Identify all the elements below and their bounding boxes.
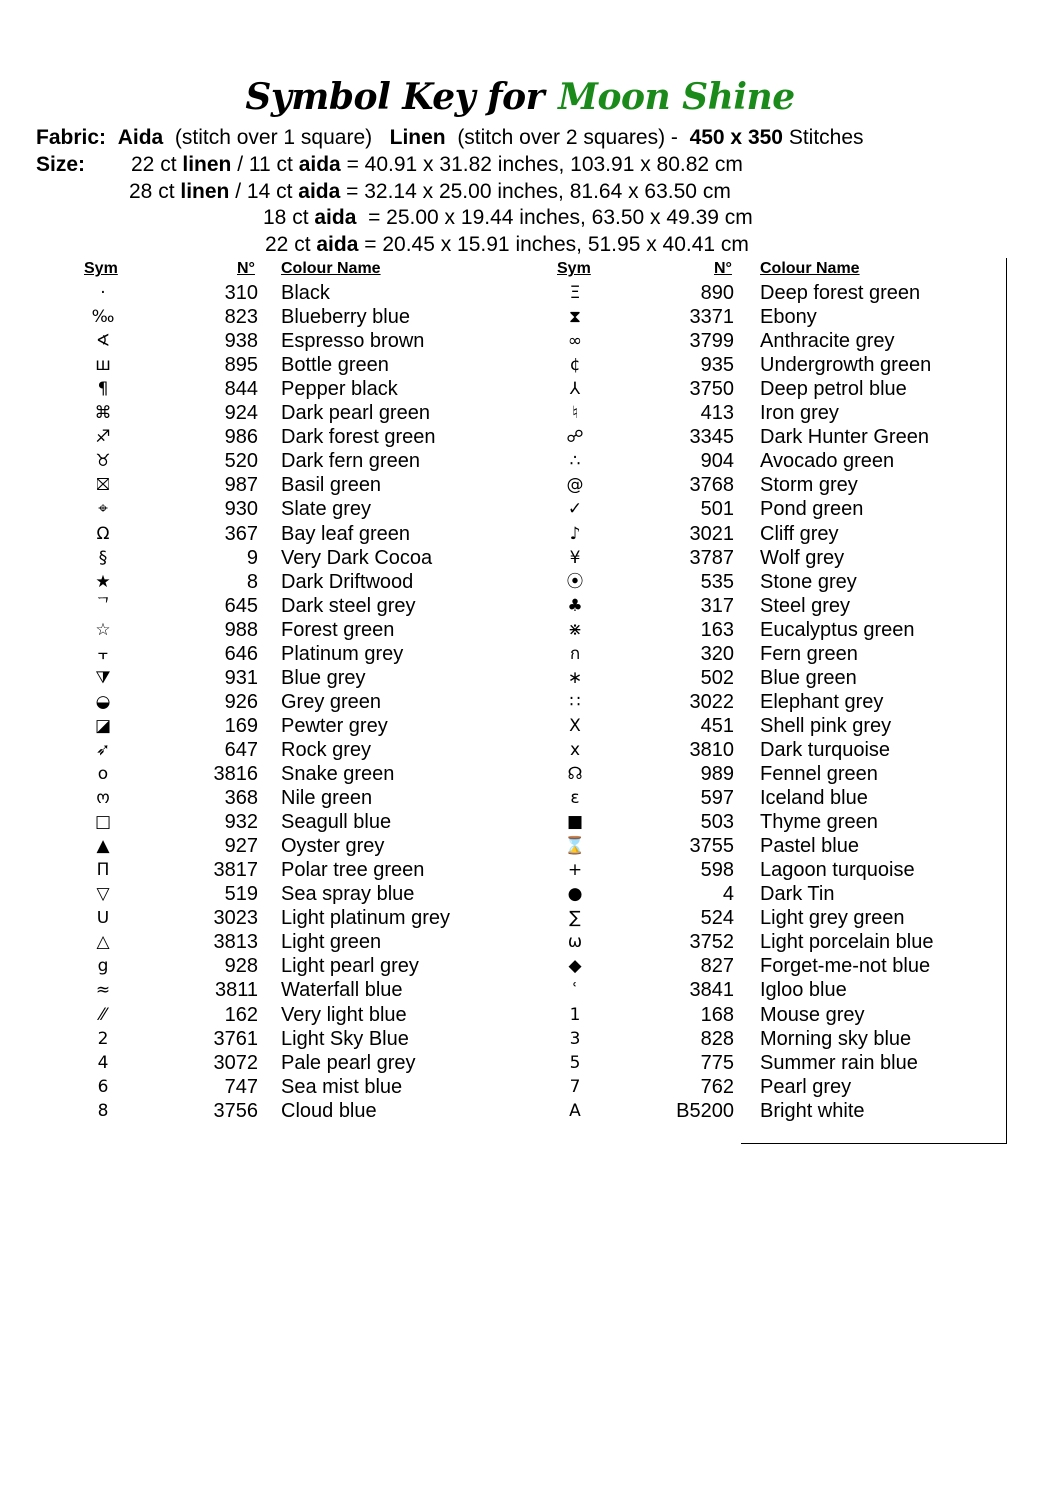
colour-name: Thyme green xyxy=(760,811,878,834)
symbol: ⫟ xyxy=(97,643,109,664)
symbol: ∢ xyxy=(95,331,111,352)
colour-number: 3755 xyxy=(689,835,734,858)
size-text: = 40.91 x 31.82 inches, 103.91 x 80.82 cm xyxy=(340,153,743,176)
colour-name: Oyster grey xyxy=(281,835,385,858)
colour-number: 3787 xyxy=(689,546,734,569)
key-row xyxy=(0,497,1000,521)
colour-number: 3750 xyxy=(689,378,734,401)
colour-name: Cloud blue xyxy=(281,1099,377,1122)
colour-name: Pearl grey xyxy=(760,1075,852,1098)
colour-name: Nile green xyxy=(281,787,373,810)
colour-name: Pale pearl grey xyxy=(281,1051,416,1074)
key-row xyxy=(0,401,1000,425)
symbol: ¢ xyxy=(569,355,581,376)
key-row xyxy=(0,377,1000,401)
symbol: · xyxy=(100,283,106,303)
symbol: ⦿ xyxy=(566,571,584,592)
symbol: ▲ xyxy=(96,836,110,857)
colour-name: Light pearl grey xyxy=(281,955,419,978)
symbol: ʿ xyxy=(572,980,578,1001)
symbol: ➶ xyxy=(95,739,111,760)
key-row xyxy=(0,690,1000,714)
size-text: = 25.00 x 19.44 inches, 63.50 x 49.39 cm xyxy=(356,206,753,229)
size-line-2 xyxy=(129,179,731,205)
symbol: ♪ xyxy=(569,523,581,544)
symbol: @ xyxy=(566,475,584,496)
colour-number: 828 xyxy=(700,1027,734,1050)
fabric-linen-note: (stitch over 2 squares) - xyxy=(457,126,678,149)
symbol: ω xyxy=(567,932,583,953)
colour-number: 367 xyxy=(224,522,258,545)
symbol: ო xyxy=(96,788,110,809)
colour-name: Morning sky blue xyxy=(760,1027,912,1050)
key-row xyxy=(0,546,1000,570)
colour-name: Pastel blue xyxy=(760,835,859,858)
symbol: ■ xyxy=(566,812,584,833)
symbol: 7 xyxy=(569,1076,581,1097)
symbol: ᄀ xyxy=(94,595,112,616)
colour-name: Fennel green xyxy=(760,763,878,785)
colour-name: Iceland blue xyxy=(760,787,868,810)
colour-name: Undergrowth green xyxy=(760,354,932,377)
colour-number: 8 xyxy=(246,570,258,593)
symbol: ⋇ xyxy=(567,619,583,640)
colour-number: B5200 xyxy=(676,1099,734,1122)
colour-name: Dark Hunter Green xyxy=(760,426,929,449)
symbol: ● xyxy=(567,884,583,905)
key-row xyxy=(0,1003,1000,1027)
colour-name: Pond green xyxy=(760,498,864,521)
symbol: ∗ xyxy=(567,667,583,688)
symbol: g xyxy=(97,956,109,977)
colour-name: Slate grey xyxy=(281,498,372,521)
symbol: 5 xyxy=(569,1052,581,1073)
symbol: + xyxy=(567,860,583,881)
colour-number: 413 xyxy=(700,402,734,425)
symbol: ε xyxy=(570,788,580,809)
colour-name: Pepper black xyxy=(281,378,398,401)
colour-number: 519 xyxy=(224,883,258,906)
colour-number: 168 xyxy=(700,1003,734,1026)
symbol: ⌘ xyxy=(94,403,112,424)
colour-name: Bay leaf green xyxy=(281,522,410,545)
colour-number: 938 xyxy=(224,330,258,353)
colour-name: Anthracite grey xyxy=(760,330,895,353)
key-row xyxy=(0,642,1000,666)
symbol: 8 xyxy=(97,1100,109,1121)
colour-number: 535 xyxy=(700,570,734,593)
colour-name: Deep forest green xyxy=(760,282,921,304)
key-row xyxy=(0,810,1000,834)
key-row xyxy=(0,1051,1000,1075)
header-name-right: Colour Name xyxy=(760,260,860,277)
colour-number: 310 xyxy=(224,282,258,304)
key-row xyxy=(0,425,1000,449)
colour-number: 988 xyxy=(224,618,258,641)
colour-number: 3817 xyxy=(213,859,258,882)
colour-name: Dark turquoise xyxy=(760,738,891,761)
colour-name: Platinum grey xyxy=(281,642,404,665)
symbol: ★ xyxy=(95,571,111,592)
size-label: Size: xyxy=(36,153,86,176)
colour-name: Dark forest green xyxy=(281,426,436,449)
key-row xyxy=(0,1027,1000,1051)
colour-name: Waterfall blue xyxy=(281,979,403,1002)
colour-number: 747 xyxy=(224,1075,258,1098)
colour-name: Forest green xyxy=(281,618,395,641)
colour-number: 986 xyxy=(224,426,258,449)
stitches-word: Stitches xyxy=(788,126,864,149)
colour-name: Fern green xyxy=(760,642,858,665)
size-text: 22 ct xyxy=(131,153,183,176)
bottom-border xyxy=(741,1143,1007,1144)
colour-name: Wolf grey xyxy=(760,546,845,569)
key-row xyxy=(0,834,1000,858)
colour-number: 451 xyxy=(700,714,734,737)
symbol: ∑ xyxy=(569,908,581,929)
colour-name: Snake green xyxy=(281,763,395,785)
symbol: ‰ xyxy=(91,307,115,328)
colour-number: 3752 xyxy=(689,931,734,954)
colour-number: 4 xyxy=(722,883,734,906)
colour-name: Cliff grey xyxy=(760,522,839,545)
colour-number: 163 xyxy=(700,618,734,641)
size-text: / 14 ct xyxy=(229,180,299,203)
colour-name: Blue grey xyxy=(281,666,366,689)
colour-name: Light grey green xyxy=(760,907,905,930)
colour-number: 3023 xyxy=(213,907,258,930)
colour-number: 3816 xyxy=(213,763,258,785)
symbol: 4 xyxy=(97,1052,109,1073)
symbol: □ xyxy=(94,812,112,833)
pattern-name: Moon Shine xyxy=(558,76,795,118)
symbol: ♐ xyxy=(95,427,111,448)
fabric-line xyxy=(36,125,864,151)
symbol: ☍ xyxy=(566,427,584,448)
colour-name: Summer rain blue xyxy=(760,1051,918,1074)
colour-number: 597 xyxy=(700,787,734,810)
symbol: ∴ xyxy=(569,451,581,472)
key-row xyxy=(0,738,1000,762)
colour-name: Blue green xyxy=(760,666,857,689)
key-row xyxy=(0,1075,1000,1099)
colour-number: 3022 xyxy=(689,690,734,713)
colour-name: Dark pearl green xyxy=(281,402,430,425)
symbol: ⵝ xyxy=(569,715,581,736)
colour-name: Eucalyptus green xyxy=(760,618,915,641)
colour-name: Avocado green xyxy=(760,450,895,473)
colour-name: Bottle green xyxy=(281,354,389,377)
colour-number: 520 xyxy=(224,450,258,473)
colour-number: 320 xyxy=(700,642,734,665)
colour-name: Storm grey xyxy=(760,474,858,497)
fabric-linen: Linen xyxy=(389,126,446,149)
symbol: 1 xyxy=(569,1004,581,1025)
size-text: = 20.45 x 15.91 inches, 51.95 x 40.41 cm xyxy=(358,233,749,256)
symbol: ☆ xyxy=(95,619,111,640)
size-text: / 11 ct xyxy=(231,153,299,176)
colour-name: Rock grey xyxy=(281,738,372,761)
colour-number: 3811 xyxy=(214,979,258,1002)
colour-name: Dark steel grey xyxy=(281,594,416,617)
symbol: ◒ xyxy=(95,691,111,712)
colour-number: 645 xyxy=(224,594,258,617)
symbol: 2 xyxy=(97,1028,109,1049)
colour-number: 935 xyxy=(700,354,734,377)
title-prefix: Symbol Key for xyxy=(245,76,545,118)
key-row xyxy=(0,978,1000,1002)
header-name-left: Colour Name xyxy=(281,260,381,277)
symbol: ш xyxy=(95,355,111,376)
key-row xyxy=(0,522,1000,546)
symbol: ⌖ xyxy=(98,499,108,520)
colour-name: Very light blue xyxy=(281,1003,407,1026)
colour-name: Light platinum grey xyxy=(281,907,450,930)
colour-number: 503 xyxy=(700,811,734,834)
key-row xyxy=(0,762,1000,786)
key-row xyxy=(0,882,1000,906)
colour-name: Bright white xyxy=(760,1099,865,1122)
key-row xyxy=(0,594,1000,618)
symbol: o xyxy=(97,764,109,784)
colour-number: 844 xyxy=(224,378,258,401)
colour-name: Ebony xyxy=(760,306,817,329)
size-bold: aida xyxy=(298,180,341,203)
size-line-1 xyxy=(131,152,743,178)
colour-number: 904 xyxy=(700,450,734,473)
key-row xyxy=(0,786,1000,810)
symbol: Ξ xyxy=(569,283,581,303)
symbol: § xyxy=(98,547,108,568)
key-row xyxy=(0,305,1000,329)
fabric-label: Fabric: xyxy=(36,126,107,149)
size-text: 22 ct xyxy=(265,233,317,256)
symbol: ᑌ xyxy=(96,908,110,929)
colour-number: 646 xyxy=(224,642,258,665)
colour-number: 931 xyxy=(224,666,258,689)
colour-number: 890 xyxy=(700,282,734,304)
size-bold: aida xyxy=(316,233,359,256)
header-num-left: N° xyxy=(237,260,255,277)
colour-number: 3799 xyxy=(689,330,734,353)
symbol: ⧗ xyxy=(569,307,581,328)
key-row xyxy=(0,449,1000,473)
symbol: ≈ xyxy=(95,980,111,1001)
colour-number: 924 xyxy=(224,402,258,425)
colour-number: 762 xyxy=(700,1075,734,1098)
colour-name: Igloo blue xyxy=(760,979,847,1002)
colour-number: 987 xyxy=(224,474,258,497)
symbol: ⛝ xyxy=(96,475,110,496)
colour-name: Espresso brown xyxy=(281,330,425,353)
colour-number: 3756 xyxy=(213,1099,258,1122)
symbol: Π xyxy=(96,860,110,881)
colour-name: Dark fern green xyxy=(281,450,420,473)
page-title xyxy=(0,76,1040,118)
colour-number: 932 xyxy=(224,811,258,834)
colour-name: Lagoon turquoise xyxy=(760,859,915,882)
size-bold: aida xyxy=(314,206,357,229)
colour-number: 598 xyxy=(700,859,734,882)
colour-name: Steel grey xyxy=(760,594,851,617)
key-row xyxy=(0,666,1000,690)
size-text: 28 ct xyxy=(129,180,181,203)
symbol: x xyxy=(569,739,581,760)
colour-name: Pewter grey xyxy=(281,714,388,737)
header-sym-left: Sym xyxy=(84,260,118,277)
symbol: 3 xyxy=(569,1028,581,1049)
colour-number: 930 xyxy=(224,498,258,521)
colour-name: Shell pink grey xyxy=(760,714,892,737)
colour-number: 3345 xyxy=(689,426,734,449)
colour-number: 501 xyxy=(700,498,734,521)
symbol: ♉ xyxy=(95,451,111,472)
key-row xyxy=(0,281,1000,305)
size-bold: linen xyxy=(180,180,230,203)
colour-number: 927 xyxy=(224,835,258,858)
symbol: ⧩ xyxy=(95,667,111,688)
symbol: 6 xyxy=(97,1076,109,1097)
symbol: ก xyxy=(569,643,581,664)
symbol: ▽ xyxy=(96,884,110,905)
key-row xyxy=(0,570,1000,594)
symbol: ⌛ xyxy=(564,836,586,857)
colour-number: 775 xyxy=(700,1051,734,1074)
size-text: = 32.14 x 25.00 inches, 81.64 x 63.50 cm xyxy=(340,180,731,203)
colour-number: 169 xyxy=(224,714,258,737)
key-row xyxy=(0,906,1000,930)
size-text: 18 ct xyxy=(263,206,315,229)
key-row xyxy=(0,353,1000,377)
symbol: ∷ xyxy=(569,691,581,712)
colour-number: 827 xyxy=(700,955,734,978)
colour-name: Dark Driftwood xyxy=(281,570,414,593)
colour-name: Grey green xyxy=(281,690,382,713)
symbol: ◆ xyxy=(568,956,582,977)
right-border xyxy=(1006,258,1007,1144)
key-row xyxy=(0,473,1000,497)
size-bold: aida xyxy=(298,153,341,176)
symbol: ✓ xyxy=(567,499,583,520)
header-num-right: N° xyxy=(714,260,732,277)
colour-name: Sea spray blue xyxy=(281,883,415,906)
colour-number: 524 xyxy=(700,907,734,930)
key-row xyxy=(0,714,1000,738)
colour-number: 895 xyxy=(224,354,258,377)
symbol: ♣ xyxy=(567,595,583,616)
stitch-count: 450 x 350 xyxy=(689,126,783,149)
colour-name: Elephant grey xyxy=(760,690,884,713)
colour-name: Light green xyxy=(281,931,382,954)
size-line-4 xyxy=(265,232,749,258)
colour-name: Basil green xyxy=(281,474,382,497)
colour-number: 3371 xyxy=(689,306,734,329)
colour-number: 502 xyxy=(700,666,734,689)
colour-name: Polar tree green xyxy=(281,859,425,882)
colour-name: Light Sky Blue xyxy=(281,1027,409,1050)
fabric-aida: Aida xyxy=(117,126,164,149)
symbol: ¶ xyxy=(97,379,109,400)
size-bold: linen xyxy=(182,153,232,176)
symbol: ∞ xyxy=(567,331,583,352)
colour-number: 3841 xyxy=(689,979,734,1002)
key-row xyxy=(0,618,1000,642)
symbol: ⅄ xyxy=(569,379,581,400)
colour-number: 3072 xyxy=(213,1051,258,1074)
symbol: ⁄⁄ xyxy=(100,1004,106,1025)
colour-name: Sea mist blue xyxy=(281,1075,403,1098)
key-row xyxy=(0,930,1000,954)
symbol: ☊ xyxy=(567,764,583,784)
colour-name: Blueberry blue xyxy=(281,306,410,329)
colour-number: 368 xyxy=(224,787,258,810)
colour-number: 317 xyxy=(700,594,734,617)
colour-number: 823 xyxy=(224,306,258,329)
symbol: A xyxy=(569,1100,581,1121)
colour-name: Deep petrol blue xyxy=(760,378,907,401)
key-row xyxy=(0,954,1000,978)
colour-name: Mouse grey xyxy=(760,1003,865,1026)
symbol: Ω xyxy=(96,523,110,544)
key-row xyxy=(0,329,1000,353)
key-row xyxy=(0,1099,1000,1123)
symbol: ◪ xyxy=(94,715,112,736)
size-line-3 xyxy=(263,205,753,231)
colour-name: Forget-me-not blue xyxy=(760,955,931,978)
colour-number: 989 xyxy=(700,763,734,785)
colour-number: 3768 xyxy=(689,474,734,497)
colour-name: Light porcelain blue xyxy=(760,931,934,954)
colour-name: Dark Tin xyxy=(760,883,835,906)
colour-number: 3813 xyxy=(213,931,258,954)
symbol: ¥ xyxy=(569,547,581,568)
colour-number: 9 xyxy=(246,546,258,569)
colour-name: Seagull blue xyxy=(281,811,392,834)
size-label-line xyxy=(36,152,85,178)
colour-number: 647 xyxy=(224,738,258,761)
fabric-aida-note: (stitch over 1 square) xyxy=(174,126,373,149)
colour-number: 3810 xyxy=(689,738,734,761)
header-sym-right: Sym xyxy=(557,260,591,277)
colour-number: 928 xyxy=(224,955,258,978)
symbol: ♮ xyxy=(571,403,579,424)
colour-name: Black xyxy=(281,282,330,304)
symbol: △ xyxy=(96,932,110,953)
colour-name: Very Dark Cocoa xyxy=(281,546,433,569)
colour-number: 3761 xyxy=(213,1027,258,1050)
colour-number: 926 xyxy=(224,690,258,713)
colour-name: Iron grey xyxy=(760,402,839,425)
colour-number: 3021 xyxy=(689,522,734,545)
key-row xyxy=(0,858,1000,882)
colour-name: Stone grey xyxy=(760,570,857,593)
colour-number: 162 xyxy=(224,1003,258,1026)
